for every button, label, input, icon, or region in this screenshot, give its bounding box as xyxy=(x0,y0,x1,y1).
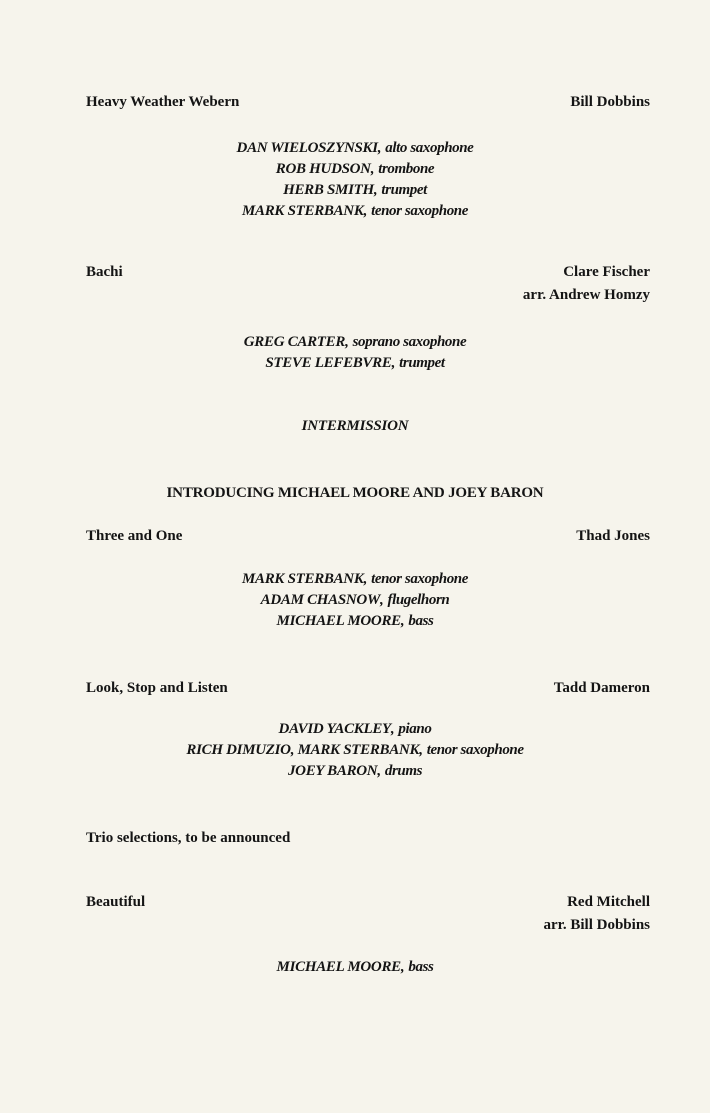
performer-name: MARK STERBANK xyxy=(241,203,364,219)
performer-role: tenor saxophone xyxy=(371,571,468,587)
performer-line: STEVE LEFEBVRE, trumpet xyxy=(265,355,445,371)
performer-role: soprano saxophone xyxy=(352,334,467,350)
performer-name: GREG CARTER xyxy=(243,334,346,350)
section-heading: INTRODUCING MICHAEL MOORE AND JOEY BARON xyxy=(166,485,544,501)
composer: Thad Jones xyxy=(576,528,650,544)
performer-role: bass xyxy=(408,613,434,629)
performer-role: tenor saxophone xyxy=(426,742,524,758)
performer-line: DAN WIELOSZYNSKI, alto saxophone xyxy=(236,140,474,156)
performer-name: ROB HUDSON xyxy=(275,161,371,177)
performer-line: RICH DIMUZIO, MARK STERBANK, tenor saxophone xyxy=(186,742,524,758)
piece-title: Heavy Weather Webern xyxy=(86,94,240,110)
performer-name: ADAM CHASNOW xyxy=(260,592,380,608)
piece-title: Bachi xyxy=(86,264,123,280)
performer-role: flugelhorn xyxy=(387,592,450,608)
performer-name: RICH DIMUZIO, MARK STERBANK xyxy=(186,742,420,758)
performer-line: JOEY BARON, drums xyxy=(287,763,423,779)
performer-role: trumpet xyxy=(381,182,427,198)
performer-line: HERB SMITH, trumpet xyxy=(283,182,427,198)
performer-line: MARK STERBANK, tenor saxophone xyxy=(241,571,468,587)
performer-role: piano xyxy=(398,721,432,737)
performer-name: STEVE LEFEBVRE xyxy=(265,355,392,371)
performer-line: MICHAEL MOORE, bass xyxy=(276,959,434,975)
intermission-heading: INTERMISSION xyxy=(301,418,409,434)
performer-role: bass xyxy=(408,959,434,975)
composer: Clare Fischer xyxy=(563,264,650,280)
performer-name: DAVID YACKLEY xyxy=(278,721,391,737)
composer: Bill Dobbins xyxy=(570,94,650,110)
performer-name: DAN WIELOSZYNSKI xyxy=(236,140,378,156)
performer-role: tenor saxophone xyxy=(371,203,468,219)
performer-name: MICHAEL MOORE xyxy=(276,613,401,629)
performer-name: MARK STERBANK xyxy=(241,571,364,587)
arranger: arr. Bill Dobbins xyxy=(543,917,650,933)
performer-name: MICHAEL MOORE xyxy=(276,959,401,975)
performer-line: MARK STERBANK, tenor saxophone xyxy=(241,203,468,219)
performer-role: trombone xyxy=(378,161,435,177)
arranger: arr. Andrew Homzy xyxy=(522,287,650,303)
piece-title: Beautiful xyxy=(86,894,146,910)
performer-role: trumpet xyxy=(399,355,445,371)
performer-line: ADAM CHASNOW, flugelhorn xyxy=(260,592,450,608)
performer-line: ROB HUDSON, trombone xyxy=(275,161,435,177)
performer-line: GREG CARTER, soprano saxophone xyxy=(243,334,467,350)
performer-name: JOEY BARON xyxy=(287,763,378,779)
performer-line: MICHAEL MOORE, bass xyxy=(276,613,434,629)
piece-title: Three and One xyxy=(86,528,183,544)
performer-role: alto saxophone xyxy=(385,140,474,156)
composer: Red Mitchell xyxy=(567,894,650,910)
performer-line: DAVID YACKLEY, piano xyxy=(278,721,432,737)
piece-title: Look, Stop and Listen xyxy=(86,680,228,696)
performer-name: HERB SMITH xyxy=(283,182,374,198)
trio-note: Trio selections, to be announced xyxy=(86,830,291,846)
performer-role: drums xyxy=(384,763,423,779)
composer: Tadd Dameron xyxy=(553,680,650,696)
